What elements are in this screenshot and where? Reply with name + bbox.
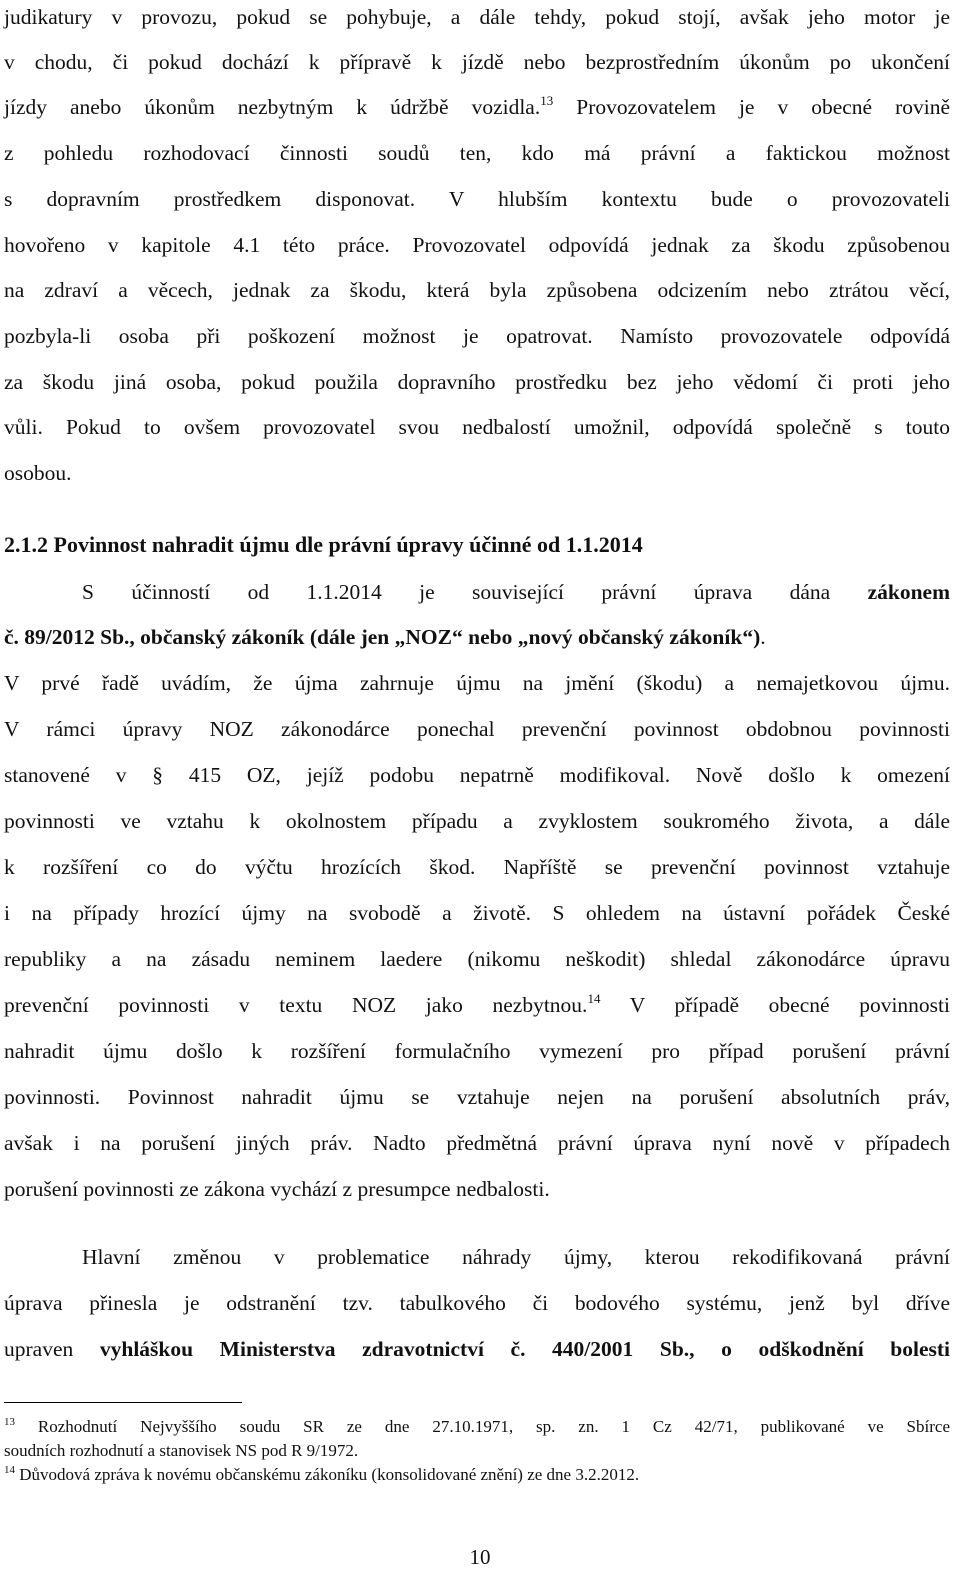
text-line: úprava přinesla je odstranění tzv. tabulkového či bodového systému, jenž byl dříve: [4, 1291, 950, 1315]
text-span: upraven: [4, 1337, 74, 1361]
text-line: nahradit újmu došlo k rozšíření formulačního vymezení pro případ porušení právní: [4, 1039, 950, 1063]
text-line: Hlavní změnou v problematice náhrady újmy, kterou rekodifikovaná právní: [82, 1245, 950, 1269]
text-line: i na případy hrozící újmy na svobodě a životě. S ohledem na ústavní pořádek České: [4, 901, 950, 925]
text-line: vůli. Pokud to ovšem provozovatel svou nedbalostí umožnil, odpovídá společně s touto: [4, 415, 950, 439]
text-line: hovořeno v kapitole 4.1 této práce. Provozovatel odpovídá jednak za škodu způsobenou: [4, 233, 950, 257]
section-heading: 2.1.2 Povinnost nahradit újmu dle právní úpravy účinné od 1.1.2014: [4, 532, 643, 557]
text-line: povinnosti ve vztahu k okolnostem případu a zvyklostem soukromého života, a dále: [4, 809, 950, 833]
footnote-number: 14: [4, 1464, 15, 1476]
text-line: v chodu, či pokud dochází k přípravě k jízdě nebo bezprostředním úkonům po ukončení: [4, 50, 950, 74]
text-line: [4, 94, 950, 120]
text-line: [82, 579, 950, 605]
page-number: 10: [469, 1545, 491, 1569]
text-line: stanovené v § 415 OZ, jejíž podobu nepatrně modifikoval. Nově došlo k omezení: [4, 763, 950, 787]
footnote-number: 13: [4, 1416, 15, 1428]
bold-text: č. 89/2012 Sb., občanský zákoník (dále jen „NOZ“ nebo „nový občanský zákoník“): [4, 625, 761, 649]
footnote-separator: [4, 1402, 242, 1403]
text-span: Provozovatelem je v obecné rovině: [553, 95, 951, 119]
text-line: porušení povinnosti ze zákona vychází z presumpce nedbalosti.: [4, 1177, 550, 1201]
footnote-text: soudních rozhodnutí a stanovisek NS pod R 9/1972.: [4, 1441, 359, 1460]
text-line: judikatury v provozu, pokud se pohybuje, a dále tehdy, pokud stojí, avšak jeho motor je: [4, 5, 950, 29]
footnote-ref: 13: [540, 93, 554, 108]
text-span: jízdy anebo úkonům nezbytným k údržbě vozidla.: [4, 95, 541, 119]
text-line: za škodu jiná osoba, pokud použila dopravního prostředku bez jeho vědomí či proti jeho: [4, 370, 950, 394]
text-line: povinnosti. Povinnost nahradit újmu se vztahuje nejen na porušení absolutních práv,: [4, 1085, 950, 1109]
bold-text: zákonem: [867, 580, 951, 604]
text-span: .: [760, 625, 766, 649]
text-line: z pohledu rozhodovací činnosti soudů ten, kdo má právní a faktickou možnost: [4, 141, 950, 165]
footnote: [4, 1464, 950, 1486]
text-span: S účinností od 1.1.2014 je související právní úprava dána: [82, 580, 831, 604]
footnote-ref: 14: [587, 991, 601, 1006]
footnote-text: Rozhodnutí Nejvyššího soudu SR ze dne 27.10.1971, sp. zn. 1 Cz 42/71, publikované ve Sbírce: [15, 1417, 950, 1436]
text-line: s dopravním prostředkem disponovat. V hlubším kontextu bude o provozovateli: [4, 187, 950, 211]
footnote-text: Důvodová zpráva k novému občanskému zákoníku (konsolidované znění) ze dne 3.2.2012.: [15, 1465, 640, 1484]
text-span: V případě obecné povinnosti: [600, 993, 950, 1017]
text-line: pozbyla-li osoba při poškození možnost je opatrovat. Namísto provozovatele odpovídá: [4, 324, 950, 348]
text-line: [4, 624, 950, 650]
text-line: V prvé řadě uvádím, že újma zahrnuje újmu na jmění (škodu) a nemajetkovou újmu.: [4, 671, 950, 695]
text-line: avšak i na porušení jiných práv. Nadto předmětná právní úprava nyní nově v případech: [4, 1131, 950, 1155]
text-line: na zdraví a věcech, jednak za škodu, která byla způsobena odcizením nebo ztrátou věcí,: [4, 278, 950, 302]
text-line: [4, 992, 950, 1018]
text-line: republiky a na zásadu neminem laedere (nikomu neškodit) shledal zákonodárce úpravu: [4, 947, 950, 971]
text-line: V rámci úpravy NOZ zákonodárce ponechal prevenční povinnost obdobnou povinnosti: [4, 717, 950, 741]
text-line: k rozšíření co do výčtu hrozících škod. Napříště se prevenční povinnost vztahuje: [4, 855, 950, 879]
text-line: [4, 1336, 950, 1362]
text-line: osobou.: [4, 461, 72, 485]
bold-text: vyhláškou Ministerstva zdravotnictví č. 440/2001 Sb., o odškodnění bolesti: [99, 1337, 950, 1361]
text-span: prevenční povinnosti v textu NOZ jako nezbytnou.: [4, 993, 588, 1017]
footnote: [4, 1416, 950, 1438]
